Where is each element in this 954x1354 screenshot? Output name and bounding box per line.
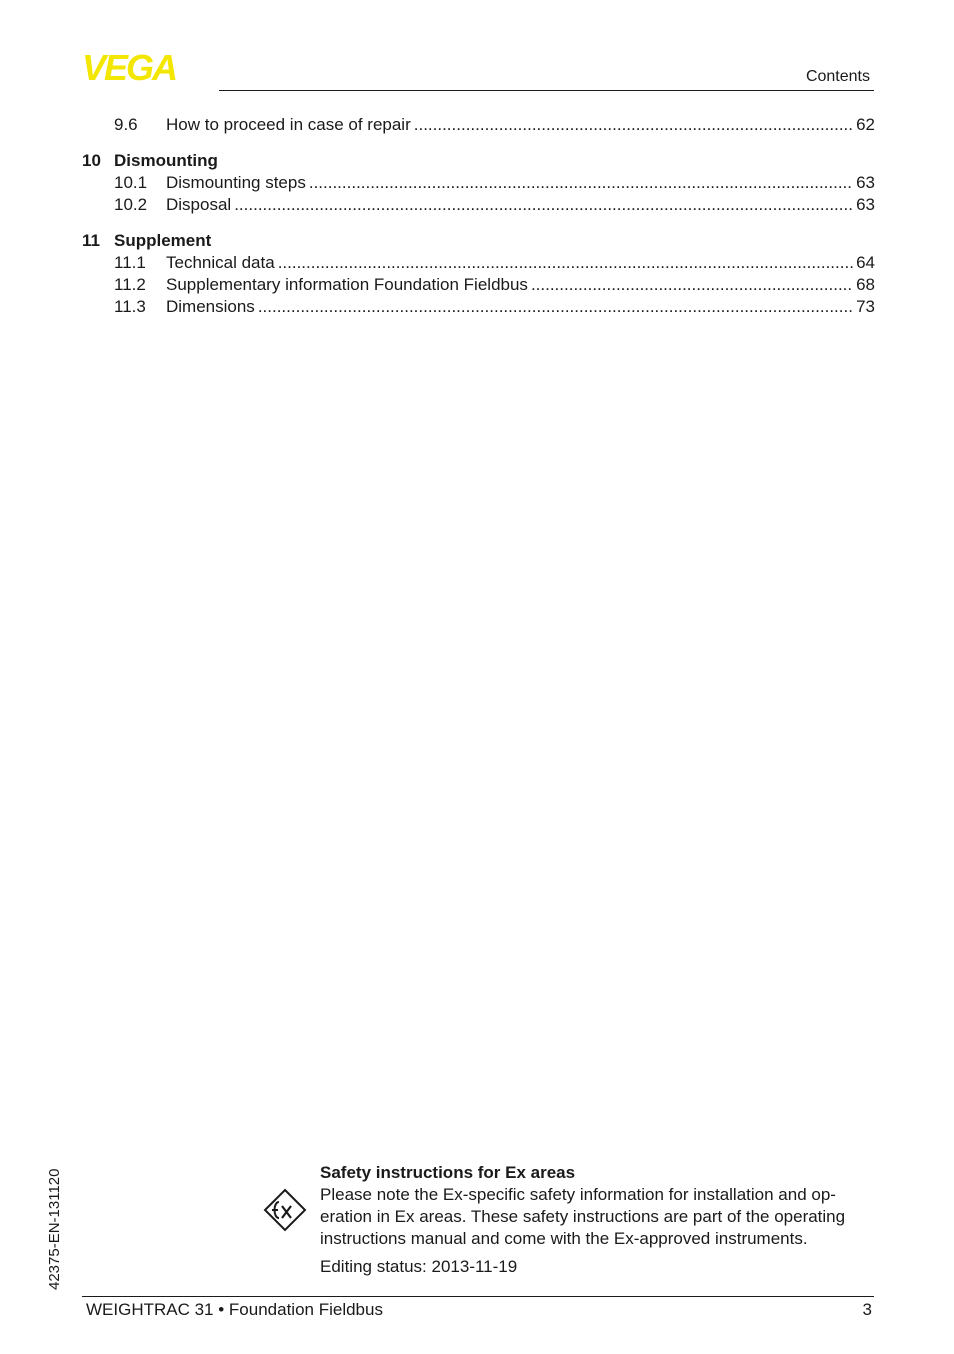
toc-entry-11-2[interactable]: [82, 274, 875, 296]
toc-entry-10-1[interactable]: [82, 172, 875, 194]
vega-logo: [82, 52, 212, 82]
toc-leader-dots: [414, 114, 853, 136]
toc-entry-number: 11.1: [114, 253, 146, 272]
editing-status: Editing status: 2013-11-19: [320, 1257, 518, 1276]
footer-doc-title: WEIGHTRAC 31 • Foundation Fieldbus: [86, 1300, 383, 1319]
toc-chapter-title: Supplement: [114, 231, 212, 250]
toc-entry-10-2[interactable]: [82, 194, 875, 216]
toc-leader-dots: [278, 252, 853, 274]
document-code: 42375-EN-131120: [46, 1168, 63, 1290]
toc-entry-number: 11.2: [114, 275, 146, 294]
toc-leader-dots: [309, 172, 853, 194]
toc-entry-11-3[interactable]: [82, 296, 875, 318]
toc-entry-page: 63: [856, 173, 875, 192]
toc-entry-page: 73: [856, 297, 875, 316]
toc-entry-title: Dismounting steps: [166, 173, 306, 192]
toc-entry-title: Disposal: [166, 195, 232, 214]
toc-entry-title: Technical data: [166, 253, 275, 272]
toc-entry-page: 68: [856, 275, 875, 294]
toc-chapter-number: 11: [82, 231, 100, 250]
safety-instructions: [320, 1162, 880, 1278]
toc-leader-dots: [234, 194, 853, 216]
toc-entry-title: Supplementary information Foundation Fieldbus: [166, 275, 528, 294]
toc-entry-title: How to proceed in case of repair: [166, 115, 411, 134]
toc-entry-page: 62: [856, 115, 875, 134]
toc-leader-dots: [258, 296, 853, 318]
logo-text: VEGA: [82, 52, 177, 82]
ex-icon: [263, 1188, 307, 1232]
toc-entry-9-6[interactable]: [82, 114, 875, 136]
toc-entry-number: 10.1: [114, 173, 148, 192]
safety-body: Please note the Ex-specific safety information for installation and op-eration in Ex areas. These safety instructions are part of the operating instructions manual and come with the Ex-approved instruments.: [320, 1185, 846, 1248]
toc-entry-page: 63: [856, 195, 875, 214]
toc-entry-11-1[interactable]: [82, 252, 875, 274]
toc-entry-page: 64: [856, 253, 875, 272]
toc-chapter-heading[interactable]: [82, 230, 875, 252]
toc-chapter-heading[interactable]: [82, 150, 875, 172]
toc-entry-title: Dimensions: [166, 297, 255, 316]
table-of-contents: [82, 114, 875, 332]
toc-entry-number: 9.6: [114, 115, 138, 134]
toc-leader-dots: [531, 274, 853, 296]
toc-entry-number: 11.3: [114, 297, 146, 316]
header-rule: [219, 90, 874, 91]
toc-lead: [82, 114, 875, 136]
footer-page-number: 3: [862, 1300, 872, 1319]
footer-rule: [82, 1296, 874, 1297]
toc-chapter-number: 10: [82, 151, 101, 170]
header-section-label: Contents: [805, 68, 870, 85]
toc-chapter-10: [82, 150, 875, 216]
toc-chapter-title: Dismounting: [114, 151, 218, 170]
toc-chapter-11: [82, 230, 875, 318]
toc-entry-number: 10.2: [114, 195, 148, 214]
safety-title: Safety instructions for Ex areas: [320, 1163, 576, 1182]
